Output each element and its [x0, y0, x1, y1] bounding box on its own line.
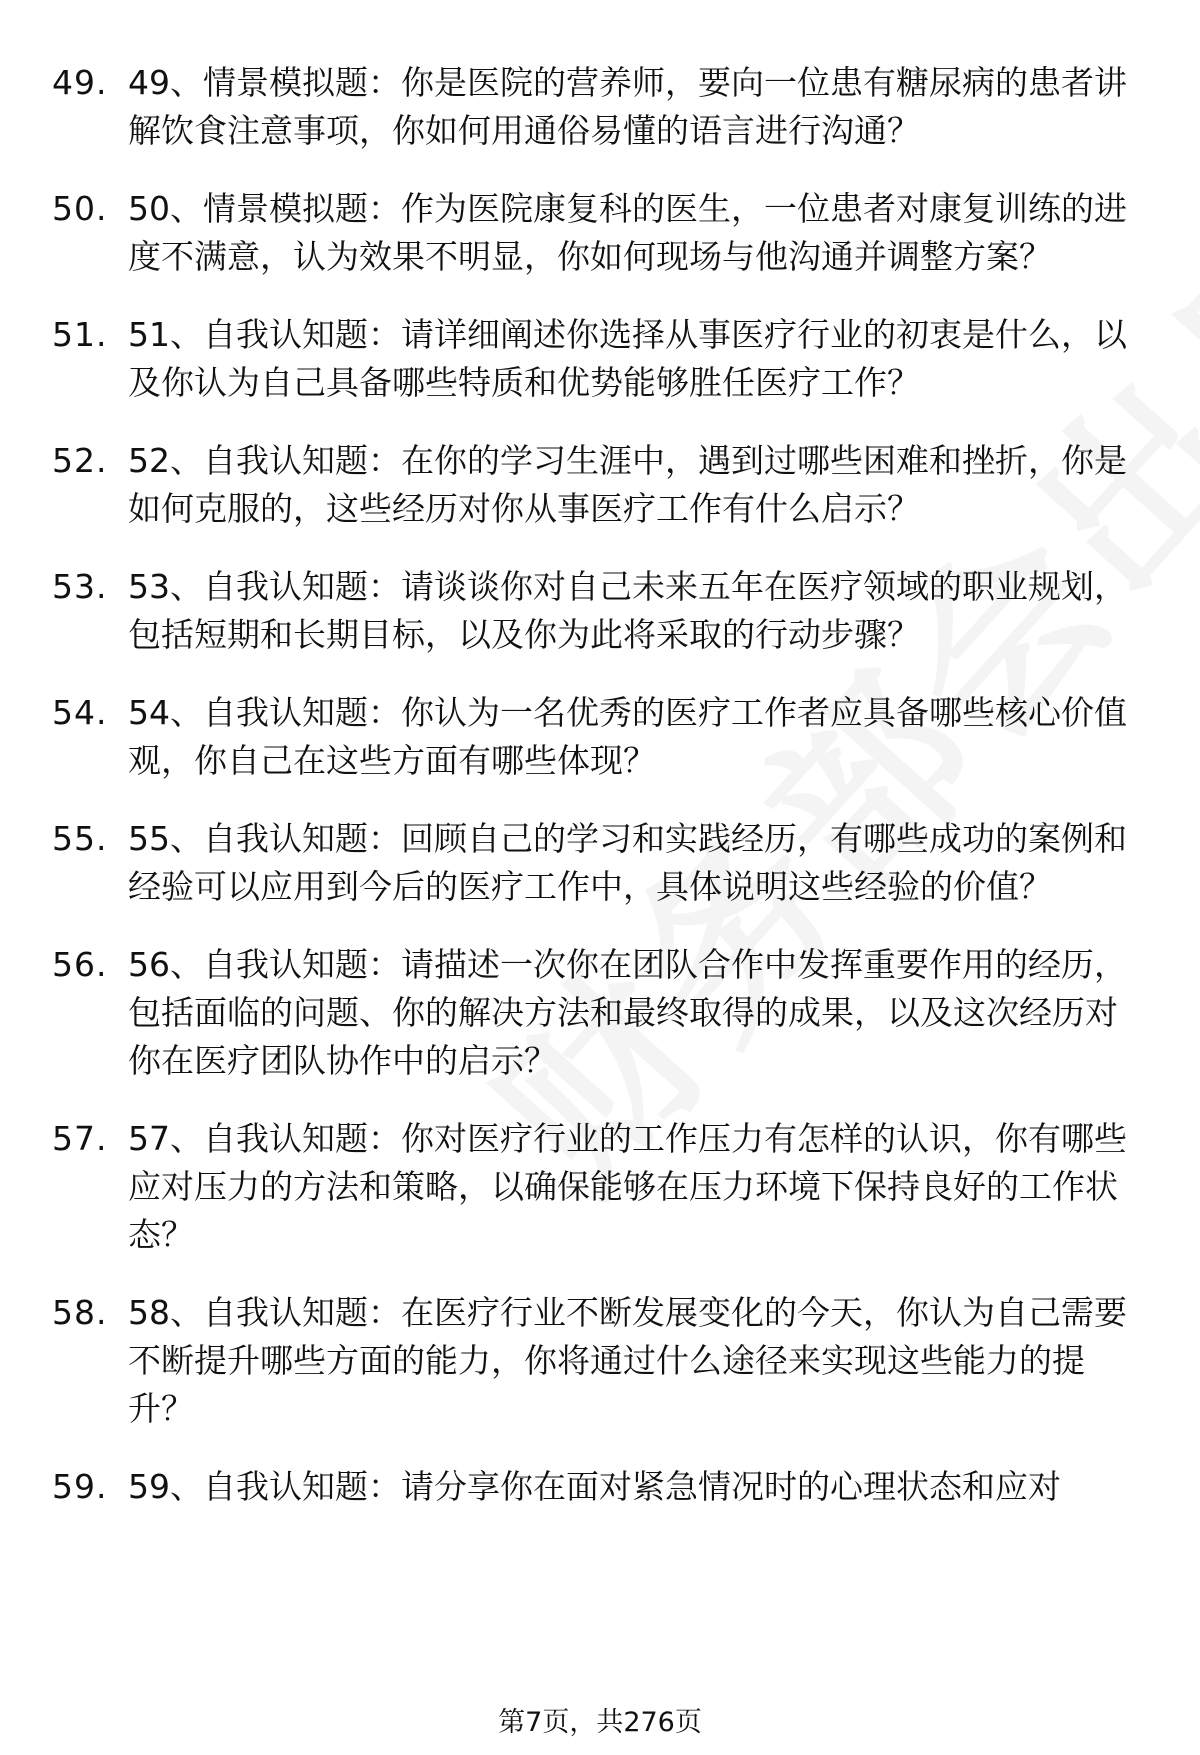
list-item — [0, 941, 1200, 1085]
item-number: 56. — [52, 945, 108, 984]
question-list — [0, 59, 1200, 1541]
list-item — [0, 1289, 1200, 1433]
list-item — [0, 689, 1200, 785]
item-number: 59. — [52, 1467, 108, 1506]
item-number: 51. — [52, 315, 108, 354]
item-text: 52、自我认知题：在你的学习生涯中，遇到过哪些困难和挫折，你是如何克服的，这些经历对你从事医疗工作有什么启示？ — [128, 441, 1127, 528]
list-item — [0, 437, 1200, 533]
page-footer: 第7页，共276页 — [498, 1707, 702, 1738]
item-text: 54、自我认知题：你认为一名优秀的医疗工作者应具备哪些核心价值观，你自己在这些方面有哪些体现？ — [128, 693, 1127, 780]
list-item — [0, 1463, 1200, 1511]
item-number: 53. — [52, 567, 108, 606]
list-item — [0, 563, 1200, 659]
item-text: 57、自我认知题：你对医疗行业的工作压力有怎样的认识，你有哪些应对压力的方法和策略，以确保能够在压力环境下保持良好的工作状态？ — [128, 1119, 1127, 1254]
item-text: 58、自我认知题：在医疗行业不断发展变化的今天，你认为自己需要不断提升哪些方面的能力，你将通过什么途径来实现这些能力的提升？ — [128, 1293, 1127, 1428]
list-item — [0, 59, 1200, 155]
item-number: 55. — [52, 819, 108, 858]
item-number: 54. — [52, 693, 108, 732]
item-number: 57. — [52, 1119, 108, 1158]
item-number: 49. — [52, 63, 108, 102]
item-text: 59、自我认知题：请分享你在面对紧急情况时的心理状态和应对 — [128, 1467, 1061, 1506]
item-number: 50. — [52, 189, 108, 228]
item-text: 55、自我认知题：回顾自己的学习和实践经历，有哪些成功的案例和经验可以应用到今后的医疗工作中，具体说明这些经验的价值？ — [128, 819, 1127, 906]
item-text: 56、自我认知题：请描述一次你在团队合作中发挥重要作用的经历，包括面临的问题、你的解决方法和最终取得的成果，以及这次经历对你在医疗团队协作中的启示？ — [128, 945, 1127, 1080]
list-item — [0, 815, 1200, 911]
list-item — [0, 311, 1200, 407]
item-text: 53、自我认知题：请谈谈你对自己未来五年在医疗领域的职业规划，包括短期和长期目标，以及你为此将采取的行动步骤？ — [128, 567, 1127, 654]
list-item — [0, 1115, 1200, 1259]
list-item — [0, 185, 1200, 281]
item-number: 58. — [52, 1293, 108, 1332]
item-text: 50、情景模拟题：作为医院康复科的医生，一位患者对康复训练的进度不满意，认为效果不明显，你如何现场与他沟通并调整方案？ — [128, 189, 1127, 276]
item-text: 49、情景模拟题：你是医院的营养师，要向一位患有糖尿病的患者讲解饮食注意事项，你如何用通俗易懂的语言进行沟通？ — [128, 63, 1127, 150]
item-text: 51、自我认知题：请详细阐述你选择从事医疗行业的初衷是什么，以及你认为自己具备哪些特质和优势能够胜任医疗工作？ — [128, 315, 1127, 402]
item-number: 52. — [52, 441, 108, 480]
